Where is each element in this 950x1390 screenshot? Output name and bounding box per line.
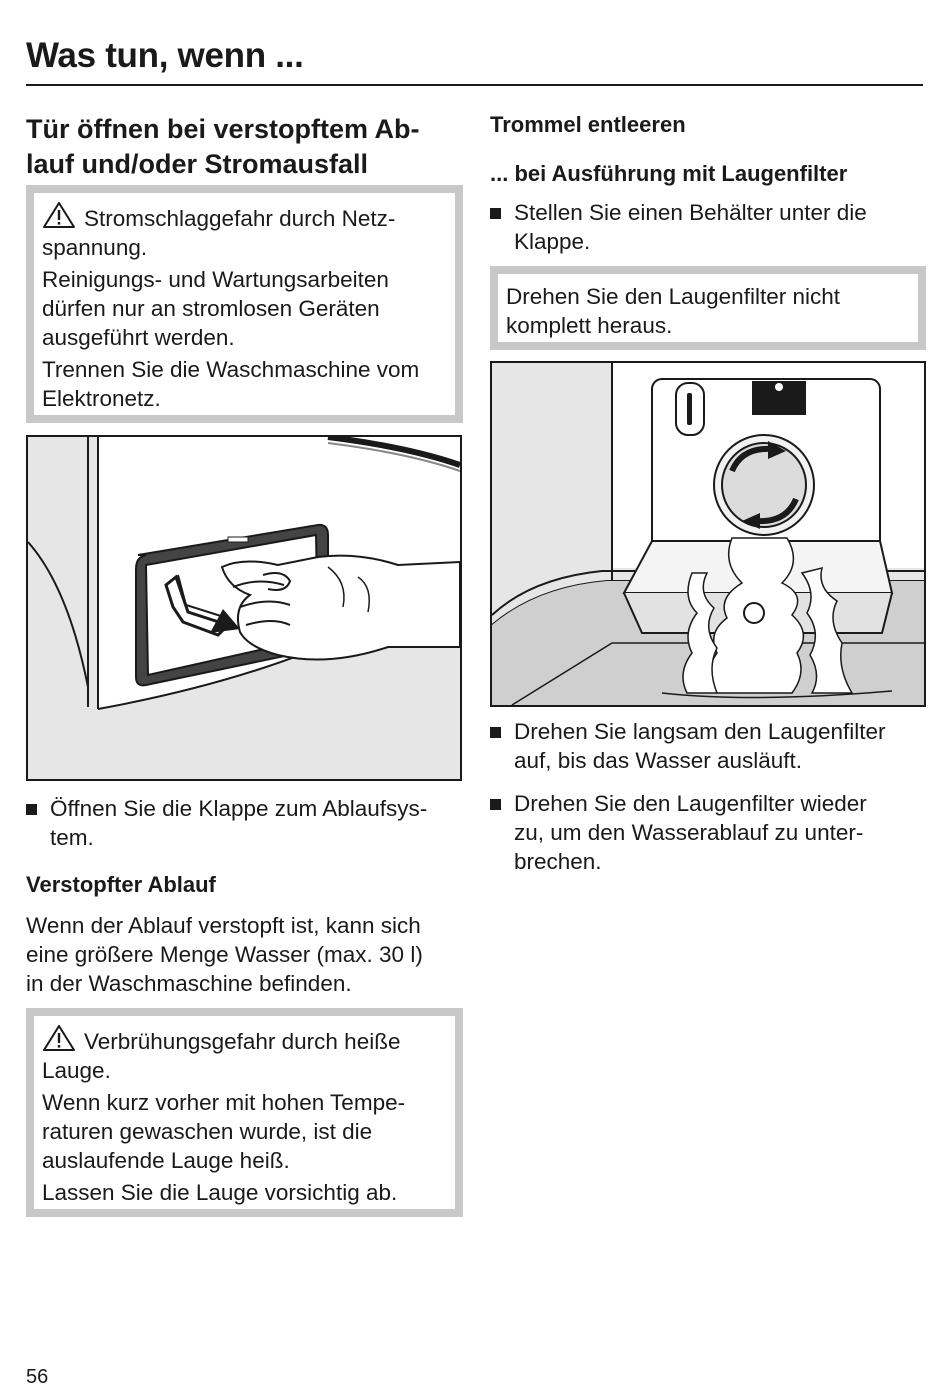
bullet-square [490,208,501,219]
page-header-title: Was tun, wenn ... [26,36,304,75]
figure-drain-filter [490,361,926,707]
warning1-text-1: Stromschlaggefahr durch Netz- spannung. [42,206,396,260]
bullet-square [490,799,501,810]
warning1-line1 [42,201,445,262]
warning-triangle-icon [42,201,76,229]
subhead-drain-filter: ... bei Ausführung mit Laugenfilter [490,161,848,186]
bullet-open-flap-text: Öffnen Sie die Klappe zum Ablaufsys- tem. [50,796,428,850]
note-box-filter [490,266,926,350]
warning2-line1 [42,1024,445,1085]
warning1-text-3: Trennen Sie die Waschmaschine vom Elektronetz. [42,357,420,411]
bullet-square [26,804,37,815]
warning2-text-2: Wenn kurz vorher mit hohen Tempe- raturen gewaschen wurde, ist die auslaufende Lauge heiß. [42,1090,406,1173]
warning2-text-3: Lassen Sie die Lauge vorsichtig ab. [42,1180,398,1205]
bullet-open-flap [26,794,466,852]
warning-box-electric [26,185,463,423]
bullet-container-text: Stellen Sie einen Behälter unter die Klappe. [514,200,867,254]
warning1-text-2: Reinigungs- und Wartungsarbeiten dürfen nur an stromlosen Geräten ausgeführt werden. [42,267,389,350]
header-divider [26,84,923,86]
warning-box-scald [26,1008,463,1217]
subhead-blocked-drain: Verstopfter Ablauf [26,872,216,897]
paragraph-blocked-drain: Wenn der Ablauf verstopft ist, kann sich eine größere Menge Wasser (max. 30 l) in der Waschmaschine befinden. [26,913,423,996]
page-number: 56 [26,1366,49,1388]
subhead-empty-drum: Trommel entleeren [490,112,686,137]
section-title: Tür öffnen bei verstopftem Ab- lauf und/oder Stromausfall [26,114,420,179]
note-text: Drehen Sie den Laugenfilter nicht komplett heraus. [506,284,840,338]
warning-triangle-icon [42,1024,76,1052]
bullet-close-filter-text: Drehen Sie den Laugenfilter wieder zu, um den Wasserablauf zu unter- brechen. [514,791,867,874]
bullet-square [490,727,501,738]
warning2-text-1: Verbrühungsgefahr durch heiße Lauge. [42,1029,401,1083]
bullet-container [490,198,930,256]
bullet-open-filter [490,717,930,775]
figure-open-flap [26,435,462,781]
bullet-close-filter [490,789,930,876]
bullet-open-filter-text: Drehen Sie langsam den Laugenfilter auf, bis das Wasser ausläuft. [514,719,886,773]
